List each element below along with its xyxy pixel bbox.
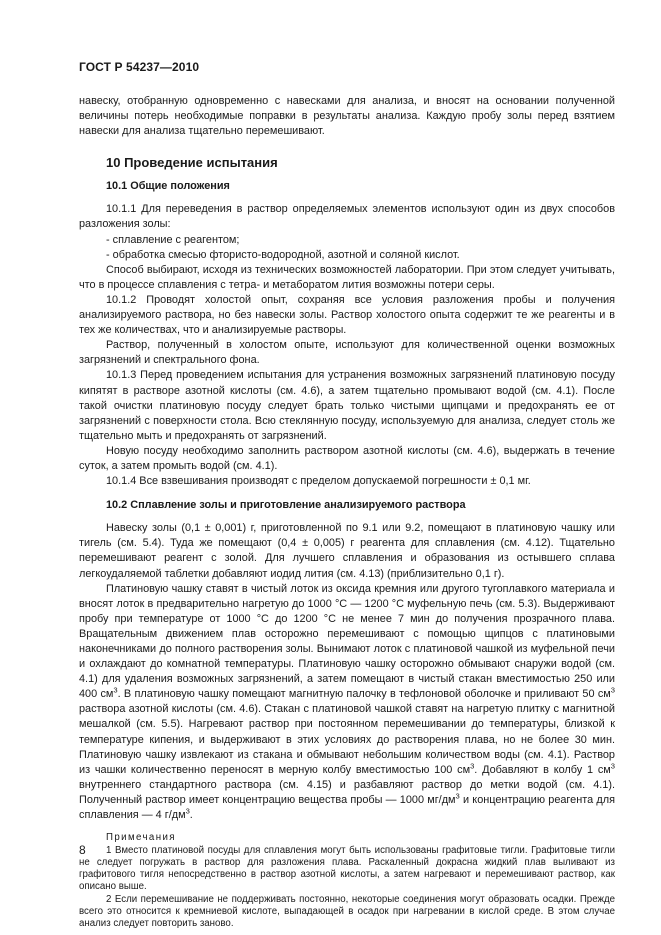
intro-paragraph: навеску, отобранную одновременно с навесками для анализа, и вносят на основании полученной величины потерь необходимые поправки в результаты анализа. Каждую пробу золы перед взятием навески для анализа тщательно перемешивают. bbox=[79, 95, 615, 138]
notes-block bbox=[79, 831, 615, 930]
superscript: 3 bbox=[113, 685, 118, 695]
text-run: внутреннего стандартного раствора (см. 4.15) и разбавляют раствор до метки водой (см. 4.1). Полученный раствор имеет концентрацию вещества пробы — 1000 мг/дм bbox=[79, 778, 615, 806]
note-2: 2 Если перемешивание не поддерживать постоянно, некоторые соединения могут образовать осадки. Прежде всего это относится к кремниевой кислоте, выпадающей в осадок при нагревании в кислой среде. В этом случае анализ следует повторить заново. bbox=[79, 893, 615, 929]
text-run: Платиновую чашку ставят в чистый лоток из оксида кремния или другого тугоплавкого материала и вносят лоток в предварительно нагретую до 1000 °С — 1200 °С муфельную печь (см. 5.3). Выдерживают пробу при температуре от 1000 °С до 1200 °С не менее 7 мин до получения прозрачного плава. Вращательным движением плав осторожно перемешивают с помощью щипцов с платиновыми наконечниками до полного растворения золы. Вынимают лоток с платиновой чашкой из муфельной печи и охлаждают до комнатной температуры. Платиновую чашку осторожно обмывают снаружи водой (см. 4.1) для удаления возможных загрязнений, а затем помещают в чистый стакан вместимостью 250 или 400 см bbox=[79, 582, 615, 701]
page-number: 8 bbox=[79, 843, 86, 857]
standard-header: ГОСТ Р 54237—2010 bbox=[79, 60, 200, 74]
paragraph-10-1-2: 10.1.2 Проводят холостой опыт, сохраняя все условия разложения пробы и получения анализируемого раствора, но без навески золы. Раствор холостого опыта содержит те же реагенты и в тех же количествах, что и анализируемые растворы. bbox=[79, 293, 615, 337]
superscript: 3 bbox=[470, 761, 475, 771]
paragraph-sample: Навеску золы (0,1 ± 0,001) г, приготовленной по 9.1 или 9.2, помещают в платиновую чашку или тигель (см. 5.4). Туда же помещают (0,4 ± 0,005) г реагента для сплавления (см. 4.12). Тщательно перемешивают реагент с золой. Для лучшего сплавления и образования из остывшего сплава легкоудаляемой таблетки добавляют иодид лития (см. 4.13) (приблизительно 0,1 г). bbox=[79, 522, 615, 580]
paragraph-10-1-4: 10.1.4 Все взвешивания производят с пределом допускаемой погрешности ± 0,1 мг. bbox=[106, 475, 531, 488]
text-run: . В платиновую чашку помещают магнитную палочку в тефлоновой оболочке и приливают 50 см bbox=[117, 688, 611, 701]
notes-title: Примечания bbox=[106, 832, 176, 844]
paragraph-method: Способ выбирают, исходя из технических возможностей лаборатории. При этом следует учитывать, что в процессе сплавления с тетра- и метаборатом лития возможны потери серы. bbox=[79, 263, 615, 291]
text-run: раствора азотной кислоты (см. 4.6). Стакан с платиновой чашкой ставят на нагретую плитку с магнитной мешалкой (см. 5.5). Нагревают раствор при постоянном перемешивании до температуры, близкой к температуре кипения, и выдерживают в этих условиях до растворения плава, но не более 30 мин. Платиновую чашку извлекают из стакана и обмывают небольшим количеством воды (см. 4.1). Раствор из чашки количественно переносят в мерную колбу вместимостью 100 см bbox=[79, 703, 615, 776]
superscript: 3 bbox=[185, 806, 190, 816]
superscript: 3 bbox=[610, 685, 615, 695]
document-body bbox=[79, 94, 615, 930]
superscript: 3 bbox=[610, 761, 615, 771]
text-run: и концентрацию реагента для сплавления — 4 г/дм bbox=[79, 793, 615, 822]
subsection-title-10-1: 10.1 Общие положения bbox=[106, 180, 230, 193]
list-item-fusion: - сплавление с реагентом; bbox=[106, 233, 240, 246]
paragraph-blank: Раствор, полученный в холостом опыте, используют для количественной оценки возможных загрязнений и спектрального фона. bbox=[79, 339, 615, 367]
paragraph-10-1-1: 10.1.1 Для переведения в раствор определяемых элементов используют один из двух способов разложения золы: bbox=[79, 203, 615, 231]
superscript: 3 bbox=[455, 791, 460, 801]
paragraph-10-1-3: 10.1.3 Перед проведением испытания для устранения возможных загрязнений платиновую посуду кипятят в растворе азотной кислоты (см. 4.6), а затем тщательно промывают водой (см. 4.1). После такой очистки платиновую посуду следует брать только чистыми щипцами и предохранять ее от загрязнений с поверхности стола. Всю стеклянную посуду, используемую для анализа, следует столь же тщательно мыть и предохранять от загрязнений. bbox=[79, 369, 615, 442]
note-1: 1 Вместо платиновой посуды для сплавления могут быть использованы графитовые тигли. Графитовые тигли не следует погружать в раствор для разложения плава. Раскаленный докрасна жидкий плав выливают из графитового тигля непосредственно в раствор азотной кислоты, а затем нагревают и перемешивают раствор, как описано выше. bbox=[79, 845, 615, 893]
paragraph-new-glassware: Новую посуду необходимо заполнить раствором азотной кислоты (см. 4.6), выдержать в течение суток, а затем промыть водой (см. 4.1). bbox=[79, 444, 615, 472]
subsection-title-10-2: 10.2 Сплавление золы и приготовление анализируемого раствора bbox=[106, 499, 466, 512]
paragraph-platinum-cup bbox=[79, 582, 615, 824]
section-title: 10 Проведение испытания bbox=[106, 155, 278, 171]
text-run: . Добавляют в колбу 1 см bbox=[474, 763, 611, 776]
list-item-acids: - обработка смесью фтористо-водородной, азотной и соляной кислот. bbox=[106, 248, 460, 261]
text-run: . bbox=[189, 809, 193, 822]
